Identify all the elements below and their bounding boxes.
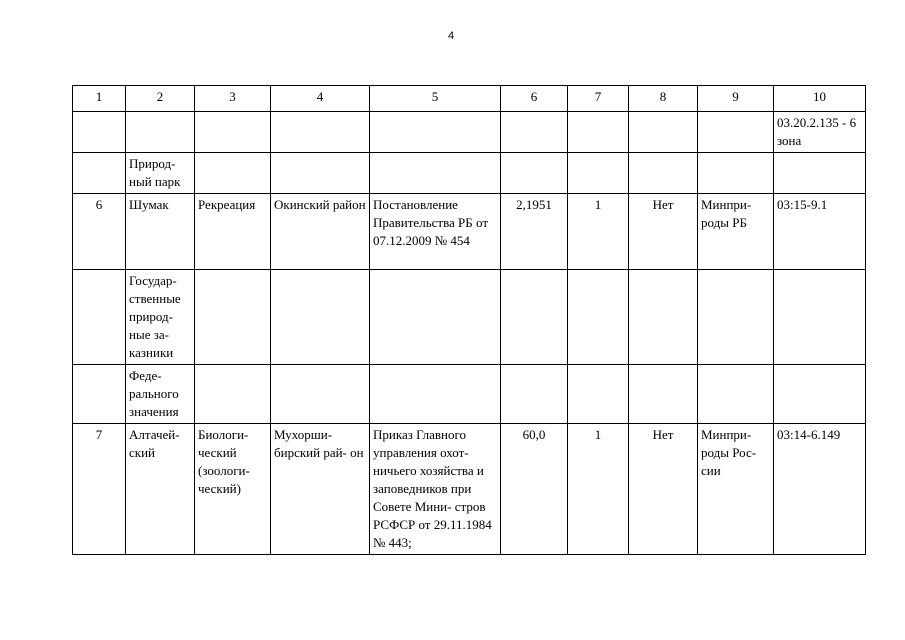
column-number-header-row [73,86,866,112]
table-cell [501,153,568,194]
table-cell [568,365,629,424]
table-cell [629,112,698,153]
table-cell [629,365,698,424]
table-cell [774,153,866,194]
table-cell: Нет [629,424,698,555]
table-cell: 03:14-6.149 [774,424,866,555]
table-cell: Постановление Правительства РБ от 07.12.2009 № 454 [370,194,501,270]
table-cell [195,112,271,153]
table-cell [774,365,866,424]
table-row [73,112,866,153]
table-cell [698,365,774,424]
page-number: 4 [448,30,455,42]
column-header: 3 [195,86,271,112]
column-header: 2 [126,86,195,112]
table-cell: 7 [73,424,126,555]
table-cell [629,153,698,194]
table-cell: Окинский район [271,194,370,270]
table-row [73,270,866,365]
table-cell: 03:15-9.1 [774,194,866,270]
table-cell [73,153,126,194]
table-cell [271,153,370,194]
table-cell [501,365,568,424]
column-header: 1 [73,86,126,112]
table-cell [774,270,866,365]
table-cell: 03.20.2.135 - 6 зона [774,112,866,153]
table-cell: Нет [629,194,698,270]
table-cell: Феде- рального значения [126,365,195,424]
table-cell [73,365,126,424]
table-cell [501,270,568,365]
table-cell [568,112,629,153]
table-cell: 1 [568,194,629,270]
table-cell: Рекреация [195,194,271,270]
table-cell: Шумак [126,194,195,270]
table-cell [73,270,126,365]
table-cell: Приказ Главного управления охот- ничьего хозяйства и заповедников при Совете Мини- стров РСФСР от 29.11.1984 № 443; [370,424,501,555]
table-cell [195,153,271,194]
table-cell [501,112,568,153]
protected-areas-table [72,85,866,555]
table-cell: Минпри- роды РБ [698,194,774,270]
column-header: 5 [370,86,501,112]
table-cell [271,112,370,153]
table-cell: Биологи- ческий (зоологи- ческий) [195,424,271,555]
table-cell [73,112,126,153]
table-cell: 2,1951 [501,194,568,270]
table-cell: Алтачей- ский [126,424,195,555]
table-cell [370,112,501,153]
table-row [73,153,866,194]
table-cell [271,365,370,424]
table-cell [698,270,774,365]
table-cell [568,153,629,194]
table-row [73,194,866,270]
table-row [73,365,866,424]
table-cell [126,112,195,153]
table-cell: 6 [73,194,126,270]
column-header: 7 [568,86,629,112]
table-cell [195,270,271,365]
column-header: 6 [501,86,568,112]
table-row [73,424,866,555]
column-header: 10 [774,86,866,112]
table-cell [271,270,370,365]
table-cell: 60,0 [501,424,568,555]
table-cell [698,153,774,194]
table-cell: Государ- ственные природ- ные за- казники [126,270,195,365]
table-cell [370,365,501,424]
column-header: 4 [271,86,370,112]
table-cell: 1 [568,424,629,555]
table-cell [698,112,774,153]
column-header: 8 [629,86,698,112]
table-cell [195,365,271,424]
table-cell [568,270,629,365]
table-cell [370,270,501,365]
table-cell: Природ- ный парк [126,153,195,194]
table-cell [629,270,698,365]
table-cell [370,153,501,194]
column-header: 9 [698,86,774,112]
table-cell: Мухорши- бирский рай- он [271,424,370,555]
table-cell: Минпри- роды Рос- сии [698,424,774,555]
